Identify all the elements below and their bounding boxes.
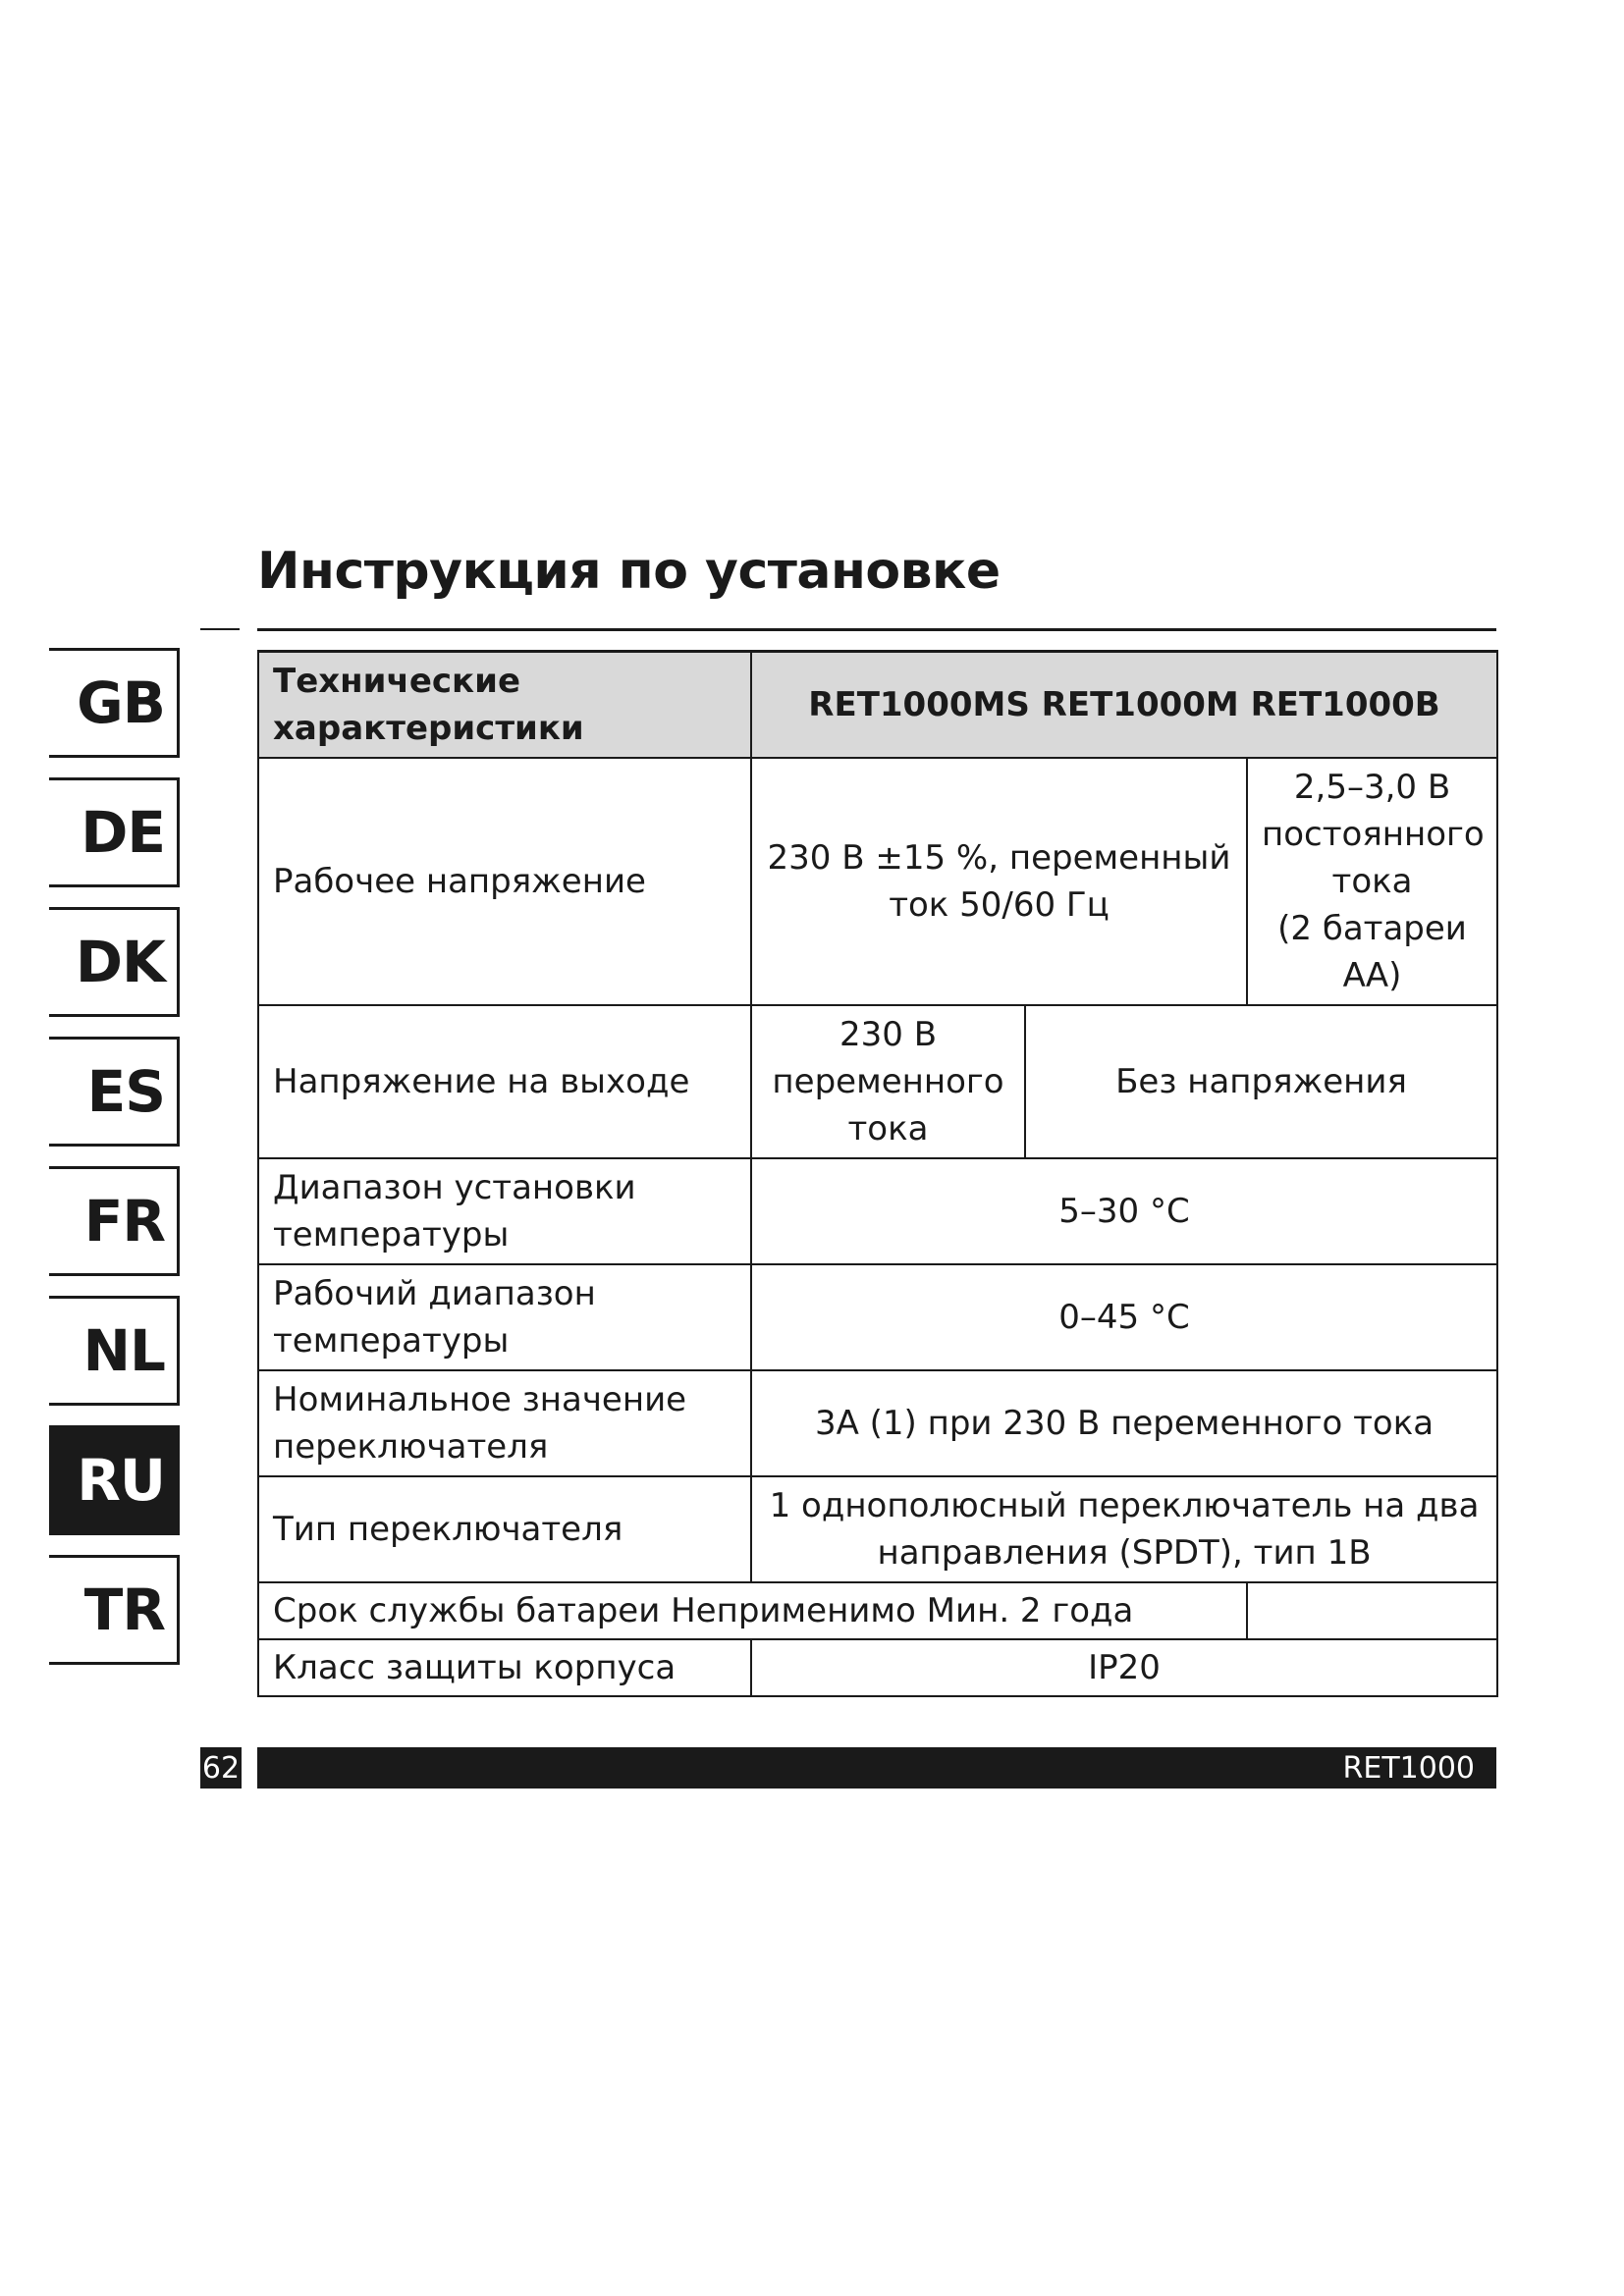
footer-product-name: RET1000 xyxy=(1342,1750,1475,1786)
value-line: 230 В ±15 %, переменный xyxy=(767,837,1231,878)
header-models-cell xyxy=(751,652,1497,758)
lang-tab-label: RU xyxy=(77,1447,165,1514)
footer-bar xyxy=(257,1747,1496,1789)
value-line: направления (SPDT), тип 1В xyxy=(877,1532,1372,1573)
value-line: постоянного xyxy=(1262,814,1485,854)
row-value: 0–45 °C xyxy=(751,1264,1497,1370)
table-row-enclosure xyxy=(258,1639,1497,1696)
label-line: Номинальное значение xyxy=(273,1379,687,1419)
row-value: 5–30 °C xyxy=(751,1158,1497,1264)
table-row-operating-voltage xyxy=(258,758,1497,1005)
row-merged-text: Срок службы батареи Неприменимо Мин. 2 года xyxy=(258,1582,1247,1639)
value-line: тока xyxy=(847,1108,929,1148)
lang-tab-ru[interactable] xyxy=(49,1425,180,1535)
row-label xyxy=(258,1264,751,1370)
title-rule-left xyxy=(200,628,240,630)
row-value-ms xyxy=(751,1005,1025,1158)
lang-tab-label: DK xyxy=(75,929,165,995)
lang-tab-de[interactable] xyxy=(49,777,180,887)
page-number: 62 xyxy=(200,1747,242,1789)
lang-tab-nl[interactable] xyxy=(49,1296,180,1406)
row-value-ac xyxy=(751,758,1247,1005)
table-header-row xyxy=(258,652,1497,758)
page-title: Инструкция по установке xyxy=(257,542,1001,601)
row-value xyxy=(751,1476,1497,1582)
row-label xyxy=(258,1158,751,1264)
value-line: 230 В xyxy=(839,1014,938,1054)
row-value: 3А (1) при 230 В переменного тока xyxy=(751,1370,1497,1476)
row-empty-cell xyxy=(1247,1582,1497,1639)
row-value-other: Без напряжения xyxy=(1025,1005,1497,1158)
label-line: температуры xyxy=(273,1320,510,1361)
table-row-output-voltage xyxy=(258,1005,1497,1158)
value-line: ток 50/60 Гц xyxy=(889,884,1110,925)
label-line: температуры xyxy=(273,1214,510,1255)
row-label: Тип переключателя xyxy=(258,1476,751,1582)
lang-tab-gb[interactable] xyxy=(49,648,180,758)
row-label: Напряжение на выходе xyxy=(258,1005,751,1158)
row-value: IP20 xyxy=(751,1639,1497,1696)
lang-tab-label: NL xyxy=(82,1317,165,1384)
header-label-line1: Технические xyxy=(273,661,521,701)
lang-tab-label: ES xyxy=(86,1058,165,1125)
lang-tab-tr[interactable] xyxy=(49,1555,180,1665)
lang-tab-label: GB xyxy=(77,669,165,736)
label-line: Диапазон установки xyxy=(273,1167,636,1207)
table-row-switch-type xyxy=(258,1476,1497,1582)
row-label: Рабочее напряжение xyxy=(258,758,751,1005)
lang-tab-es[interactable] xyxy=(49,1037,180,1147)
value-line: АА) xyxy=(1342,955,1402,995)
table-row-battery-life xyxy=(258,1582,1497,1639)
value-line: переменного xyxy=(772,1061,1004,1101)
title-rule xyxy=(257,628,1496,631)
lang-tab-dk[interactable] xyxy=(49,907,180,1017)
value-line: тока xyxy=(1331,861,1413,901)
row-label xyxy=(258,1370,751,1476)
table-row-operating-range xyxy=(258,1264,1497,1370)
row-label: Класс защиты корпуса xyxy=(258,1639,751,1696)
value-line: 1 однополюсный переключатель на два xyxy=(769,1485,1480,1525)
value-line: (2 батареи xyxy=(1277,908,1467,948)
lang-tab-label: TR xyxy=(83,1576,165,1643)
header-models: RET1000MS RET1000M RET1000B xyxy=(808,684,1440,724)
row-value-dc xyxy=(1247,758,1497,1005)
header-label-cell xyxy=(258,652,751,758)
lang-tab-label: DE xyxy=(81,799,165,866)
lang-tab-label: FR xyxy=(83,1188,165,1255)
lang-tab-fr[interactable] xyxy=(49,1166,180,1276)
header-label-line2: характеристики xyxy=(273,708,584,748)
table-row-switch-rating xyxy=(258,1370,1497,1476)
label-line: переключателя xyxy=(273,1426,549,1467)
value-line: 2,5–3,0 В xyxy=(1293,767,1451,807)
label-line: Рабочий диапазон xyxy=(273,1273,596,1313)
spec-table xyxy=(257,650,1498,1697)
table-row-setting-range xyxy=(258,1158,1497,1264)
